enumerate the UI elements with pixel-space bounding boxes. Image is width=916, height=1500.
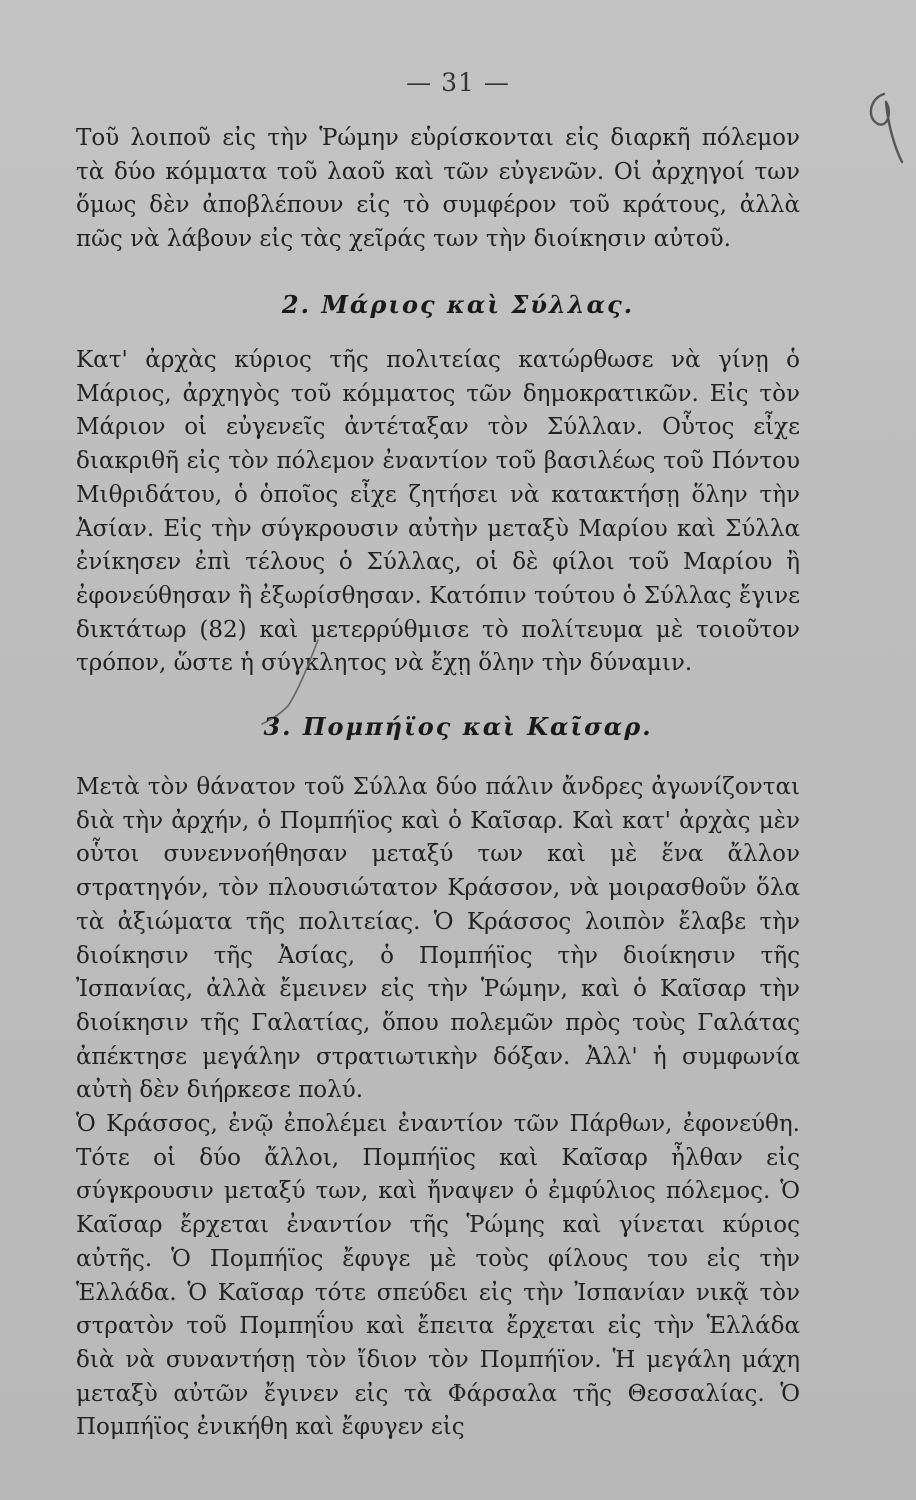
page-number: — 31 — xyxy=(406,68,510,97)
section-heading-marius-sulla: 2. Μάριος καὶ Σύλλας. xyxy=(281,290,635,319)
pencil-margin-mark xyxy=(856,88,906,168)
paragraph: Ὁ Κράσσος, ἐνῷ ἐπολέμει ἐναντίον τῶν Πάρθων, ἐφονεύθη. Τότε οἱ δύο ἄλλοι, Πομπήϊος καὶ Καῖσαρ ἦλθαν εἰς σύγκρουσιν μεταξύ των, καὶ ἤναψεν ὁ ἐμφύλιος πόλεμος. Ὁ Καῖσαρ ἔρχεται ἐναντίον τῆς Ῥώμης καὶ γίνεται κύριος αὐτῆς. Ὁ Πομπήϊος ἔφυγε μὲ τοὺς φίλους του εἰς τὴν Ἑλλάδα. Ὁ Καῖσαρ τότε σπεύδει εἰς τὴν Ἰσπανίαν νικᾷ τὸν στρατὸν τοῦ Πομπηΐου καὶ ἔπειτα ἔρχεται εἰς τὴν Ἑλλάδα διὰ νὰ συναντήσῃ τὸν ἴδιον τὸν Πομπήϊον. Ἡ μεγάλη μάχη μεταξὺ αὐτῶν ἔγινεν εἰς τὰ Φάρσαλα τῆς Θεσσαλίας. Ὁ Πομπήϊος ἐνικήθη καὶ ἔφυγεν εἰς xyxy=(76,1111,800,1441)
section-heading-pompey-caesar: 3. Πομπήϊος καὶ Καῖσαρ. xyxy=(263,712,653,741)
intro-paragraph-block xyxy=(76,122,800,257)
section-body-marius-sulla xyxy=(76,344,800,681)
paragraph: Μετὰ τὸν θάνατον τοῦ Σύλλα δύο πάλιν ἄνδρες ἀγωνίζονται διὰ τὴν ἀρχήν, ὁ Πομπήϊος καὶ ὁ Καῖσαρ. Καὶ κατ' ἀρχὰς μὲν οὗτοι συνεννοήθησαν μεταξύ των καὶ μὲ ἕνα ἄλλον στρατηγόν, τὸν πλουσιώτατον Κράσσον, νὰ μοιρασθοῦν ὅλα τὰ ἀξιώματα τῆς πολιτείας. Ὁ Κράσσος λοιπὸν ἔλαβε τὴν διοίκησιν τῆς Ἀσίας, ὁ Πομπήϊος τὴν διοίκησιν τῆς Ἰσπανίας, ἀλλὰ ἔμεινεν εἰς τὴν Ῥώμην, καὶ ὁ Καῖσαρ τὴν διοίκησιν τῆς Γαλατίας, ὅπου πολεμῶν πρὸς τοὺς Γαλάτας ἀπέκτησε μεγάλην στρατιωτικὴν δόξαν. Ἀλλ' ἡ συμφωνία αὐτὴ δὲν διήρκεσε πολύ. xyxy=(76,774,800,1104)
intro-paragraph: Τοῦ λοιποῦ εἰς τὴν Ῥώμην εὑρίσκονται εἰς διαρκῆ πόλεμον τὰ δύο κόμματα τοῦ λαοῦ καὶ τῶν εὐγενῶν. Οἱ ἀρχηγοί των ὅμως δὲν ἀποβλέπουν εἰς τὸ συμφέρον τοῦ κράτους, ἀλλὰ πῶς νὰ λάβουν εἰς τὰς χεῖράς των τὴν διοίκησιν αὐτοῦ. xyxy=(76,125,800,253)
section-body-pompey-caesar xyxy=(76,771,800,1445)
paragraph: Κατ' ἀρχὰς κύριος τῆς πολιτείας κατώρθωσε νὰ γίνῃ ὁ Μάριος, ἀρχηγὸς τοῦ κόμματος τῶν δημοκρατικῶν. Εἰς τὸν Μάριον οἱ εὐγενεῖς ἀντέταξαν τὸν Σύλλαν. Οὗτος εἶχε διακριθῆ εἰς τὸν πόλεμον ἐναντίον τοῦ βασιλέως τοῦ Πόντου Μιθριδάτου, ὁ ὁποῖος εἶχε ζητήσει νὰ κατακτήσῃ ὅλην τὴν Ἀσίαν. Εἰς τὴν σύγκρουσιν αὐτὴν μεταξὺ Μαρίου καὶ Σύλλα ἐνίκησεν ἐπὶ τέλους ὁ Σύλλας, οἱ δὲ φίλοι τοῦ Μαρίου ἢ ἐφονεύθησαν ἢ ἐξωρίσθησαν. Κατόπιν τούτου ὁ Σύλλας ἔγινε δικτάτωρ (82) καὶ μετερρύθμισε τὸ πολίτευμα μὲ τοιοῦτον τρόπον, ὥστε ἡ σύγκλητος νὰ ἔχῃ ὅλην τὴν δύναμιν. xyxy=(76,347,800,677)
